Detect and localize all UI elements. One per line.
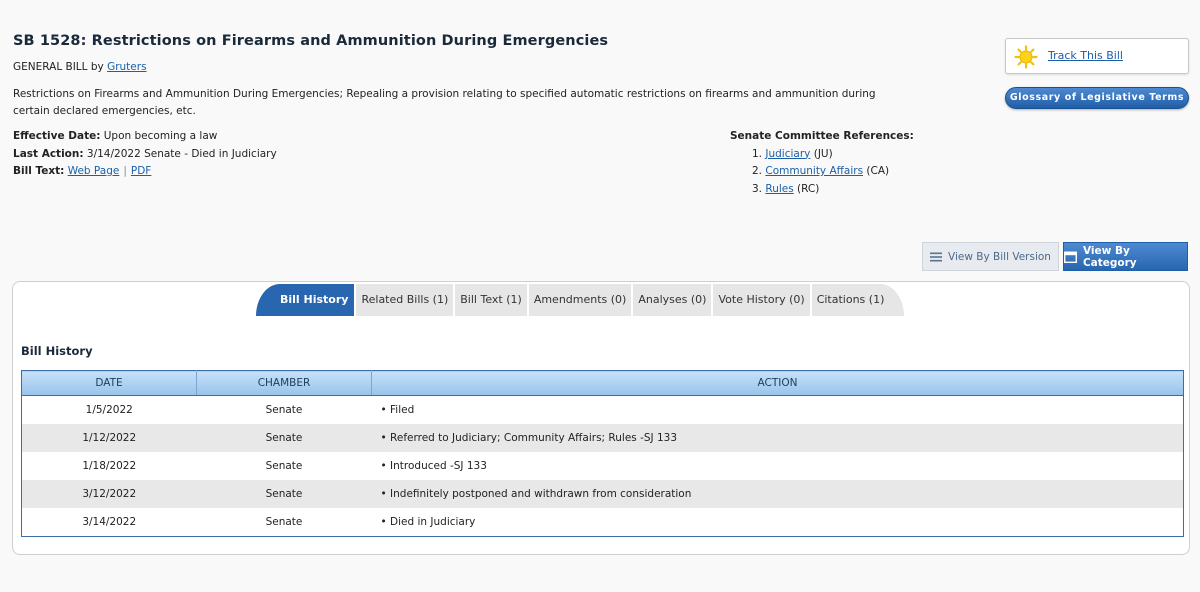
pdf-link[interactable]: PDF <box>130 165 152 177</box>
cell-action: • Referred to Judiciary; Community Affairs; Rules -SJ 133 <box>372 424 1184 452</box>
tab-vote-history[interactable]: Vote History (0) <box>713 284 809 316</box>
cell-date: 1/5/2022 <box>85 403 133 416</box>
effective-date-row <box>13 128 277 146</box>
bill-summary: Restrictions on Firearms and Ammunition During Emergencies; Repealing a provision relating to specified automatic restrictions on firearms and ammunition during certain declared emergencies, etc. <box>13 88 876 117</box>
cell-chamber: Senate <box>197 424 372 452</box>
table-row <box>22 480 1184 508</box>
committee-references <box>730 128 914 198</box>
bill-type-line <box>13 61 147 73</box>
table-header-row <box>22 371 1184 396</box>
track-this-bill-link[interactable]: Track This Bill <box>1048 49 1123 62</box>
cell-chamber: Senate <box>265 516 303 529</box>
list-icon <box>930 252 942 262</box>
tab-bill-history[interactable]: Bill History <box>256 284 354 316</box>
cell-action: • Indefinitely postponed and withdrawn from consideration <box>372 480 1184 508</box>
sponsor-link[interactable]: Gruters <box>107 61 147 73</box>
committee-link-community-affairs[interactable]: Community Affairs <box>765 165 864 177</box>
bill-text-label: Bill Text: <box>13 165 65 177</box>
tab-amendments[interactable]: Amendments (0) <box>529 284 632 316</box>
cell-date: 1/12/2022 <box>22 424 197 452</box>
track-bill-box[interactable] <box>1005 38 1189 74</box>
last-action-value: 3/14/2022 Senate - Died in Judiciary <box>86 147 277 160</box>
sun-icon <box>1014 45 1038 69</box>
committee-list <box>730 146 914 199</box>
cell-action: • Died in Judiciary <box>380 516 476 529</box>
table-row <box>22 396 1184 424</box>
committee-code: (CA) <box>866 165 890 177</box>
committee-num: 3. <box>752 182 763 195</box>
tab-related-bills[interactable]: Related Bills (1) <box>356 284 453 316</box>
cell-action: • Filed <box>380 403 415 416</box>
committee-item <box>752 146 914 164</box>
view-by-category-button[interactable] <box>1063 242 1188 271</box>
view-by-version-label: View By Bill Version <box>948 250 1051 263</box>
bill-type-text: GENERAL BILL by <box>13 61 104 73</box>
glossary-button[interactable]: Glossary of Legislative Terms <box>1005 87 1189 109</box>
page-title: SB 1528: Restrictions on Firearms and Ammunition During Emergencies <box>13 33 609 49</box>
tab-citations[interactable]: Citations (1) <box>812 284 905 316</box>
bill-text-row <box>13 163 277 181</box>
tab-bill-text[interactable]: Bill Text (1) <box>455 284 527 316</box>
last-action-row <box>13 146 277 164</box>
cell-date: 1/18/2022 <box>82 459 137 472</box>
committee-num: 1. <box>752 147 763 160</box>
cell-date: 3/14/2022 <box>82 516 137 529</box>
committee-item <box>752 163 914 181</box>
effective-date-value: Upon becoming a law <box>103 130 218 142</box>
column-header-chamber[interactable]: CHAMBER <box>197 371 372 396</box>
cell-chamber: Senate <box>265 459 303 472</box>
bill-meta <box>13 128 277 181</box>
committee-code: (RC) <box>797 182 820 195</box>
committee-link-rules[interactable]: Rules <box>765 182 794 195</box>
tab-analyses[interactable]: Analyses (0) <box>633 284 711 316</box>
cell-chamber: Senate <box>265 403 303 416</box>
table-row <box>22 452 1184 480</box>
committee-num: 2. <box>752 165 763 177</box>
cell-action: • Introduced -SJ 133 <box>380 459 487 472</box>
bill-tabs <box>256 284 904 316</box>
bill-history-table <box>21 370 1184 537</box>
view-by-bill-version-button[interactable] <box>922 242 1059 271</box>
committee-link-judiciary[interactable]: Judiciary <box>765 147 811 160</box>
committee-item <box>752 181 914 199</box>
cell-date: 3/12/2022 <box>22 480 197 508</box>
table-row <box>22 508 1184 536</box>
view-by-category-label: View By Category <box>1082 244 1137 269</box>
effective-date-label: Effective Date: <box>13 130 101 142</box>
web-page-link[interactable]: Web Page <box>67 165 120 177</box>
last-action-label: Last Action: <box>13 147 84 160</box>
column-header-date[interactable]: DATE <box>22 371 197 396</box>
calendar-icon <box>1064 251 1077 263</box>
committee-code: (JU) <box>813 147 833 160</box>
section-title: Bill History <box>21 344 93 358</box>
cell-chamber: Senate <box>197 480 372 508</box>
table-row <box>22 424 1184 452</box>
link-separator: | <box>123 165 127 177</box>
committee-heading: Senate Committee References: <box>730 130 914 142</box>
column-header-action[interactable]: ACTION <box>372 371 1184 396</box>
